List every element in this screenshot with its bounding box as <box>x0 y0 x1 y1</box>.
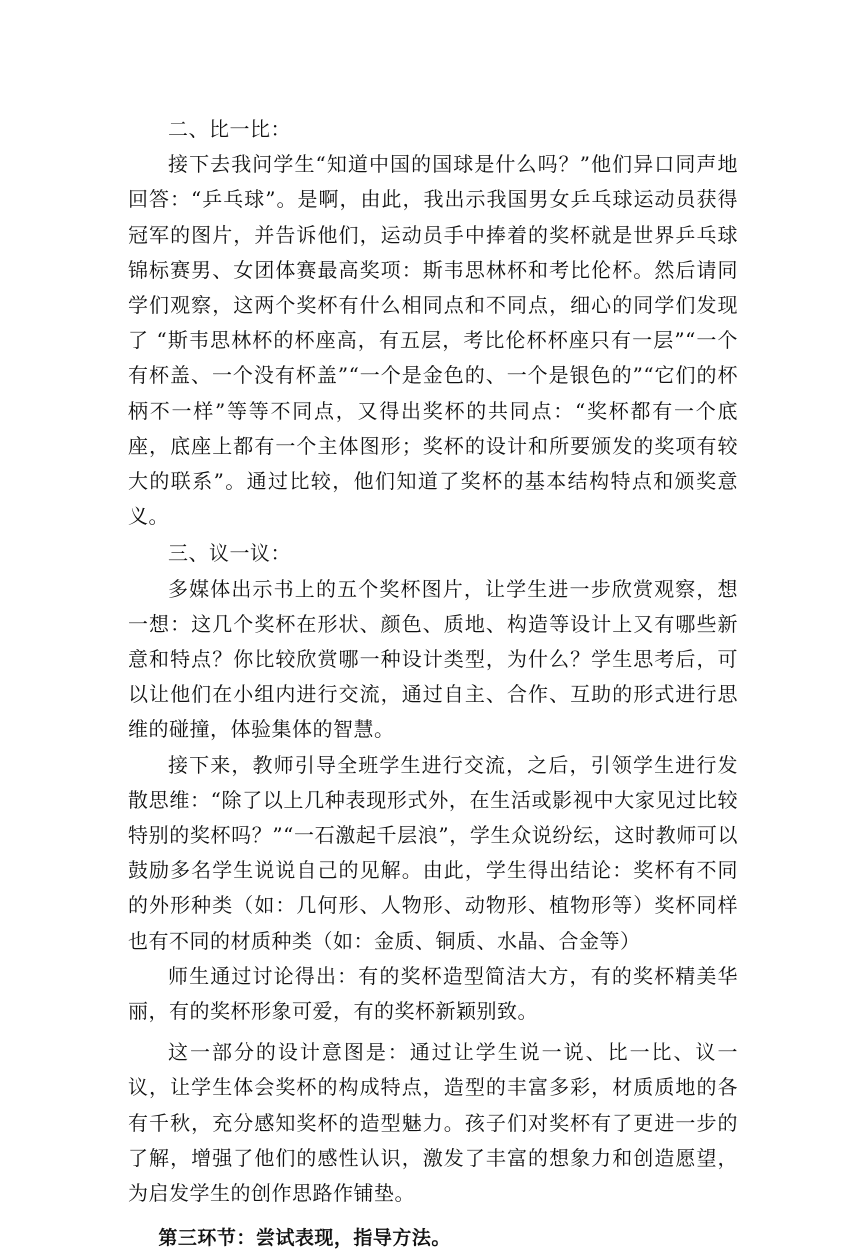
document-page <box>128 112 738 1257</box>
paragraph-multimedia-trophies: 多媒体出示书上的五个奖杯图片，让学生进一步欣赏观察，想一想：这几个奖杯在形状、颜色、质地、构造等设计上又有哪些新意和特点？你比较欣赏哪一种设计类型，为什么？学生思考后，可以让他们在小组内进行交流，通过自主、合作、互助的形式进行思维的碰撞，体验集体的智慧。 <box>128 576 738 742</box>
paragraph-discussion-result: 师生通过讨论得出：有的奖杯造型简洁大方，有的奖杯精美华丽，有的奖杯形象可爱，有的奖杯新颖别致。 <box>128 963 738 1024</box>
section-heading-discuss: 三、议一议： <box>168 541 291 566</box>
paragraph-class-exchange: 接下来，教师引导全班学生进行交流，之后，引领学生进行发散思维：“除了以上几种表现形式外，在生活或影视中大家见过比较特别的奖杯吗？”“一石激起千层浪”，学生众说纷纭，这时教师可以鼓励多名学生说说自己的见解。由此，学生得出结论：奖杯有不同的外形种类（如：几何形、人物形、动物形、植物形等）奖杯同样也有不同的材质种类（如：金质、铜质、水晶、合金等） <box>128 752 738 953</box>
paragraph-compare-trophies: 接下去我问学生“知道中国的国球是什么吗？”他们异口同声地回答：“乒乓球”。是啊，由此，我出示我国男女乒乓球运动员获得冠军的图片，并告诉他们，运动员手中捧着的奖杯就是世界乒乓球锦标赛男、女团体赛最高奖项：斯韦思林杯和考比伦杯。然后请同学们观察，这两个奖杯有什么相同点和不同点，细心的同学们发现了 “斯韦思林杯的杯座高，有五层，考比伦杯杯座只有一层”“一个有杯盖、一个没有杯盖”“一个是金色的、一个是银色的”“它们的杯柄不一样”等等不同点，又得出奖杯的共同点：“奖杯都有一个底座，底座上都有一个主体图形；奖杯的设计和所要颁发的奖项有较大的联系”。通过比较，他们知道了奖杯的基本结构特点和颁奖意义。 <box>128 152 738 529</box>
paragraph-design-intent: 这一部分的设计意图是：通过让学生说一说、比一比、议一议，让学生体会奖杯的构成特点，造型的丰富多彩，材质质地的各有千秋，充分感知奖杯的造型魅力。孩子们对奖杯有了更进一步的了解，增强了他们的感性认识，激发了丰富的想象力和创造愿望，为启发学生的创作思路作铺垫。 <box>128 1040 738 1206</box>
section-heading-third-stage: 第三环节：尝试表现，指导方法。 <box>158 1227 451 1250</box>
section-heading-compare: 二、比一比： <box>168 117 291 141</box>
